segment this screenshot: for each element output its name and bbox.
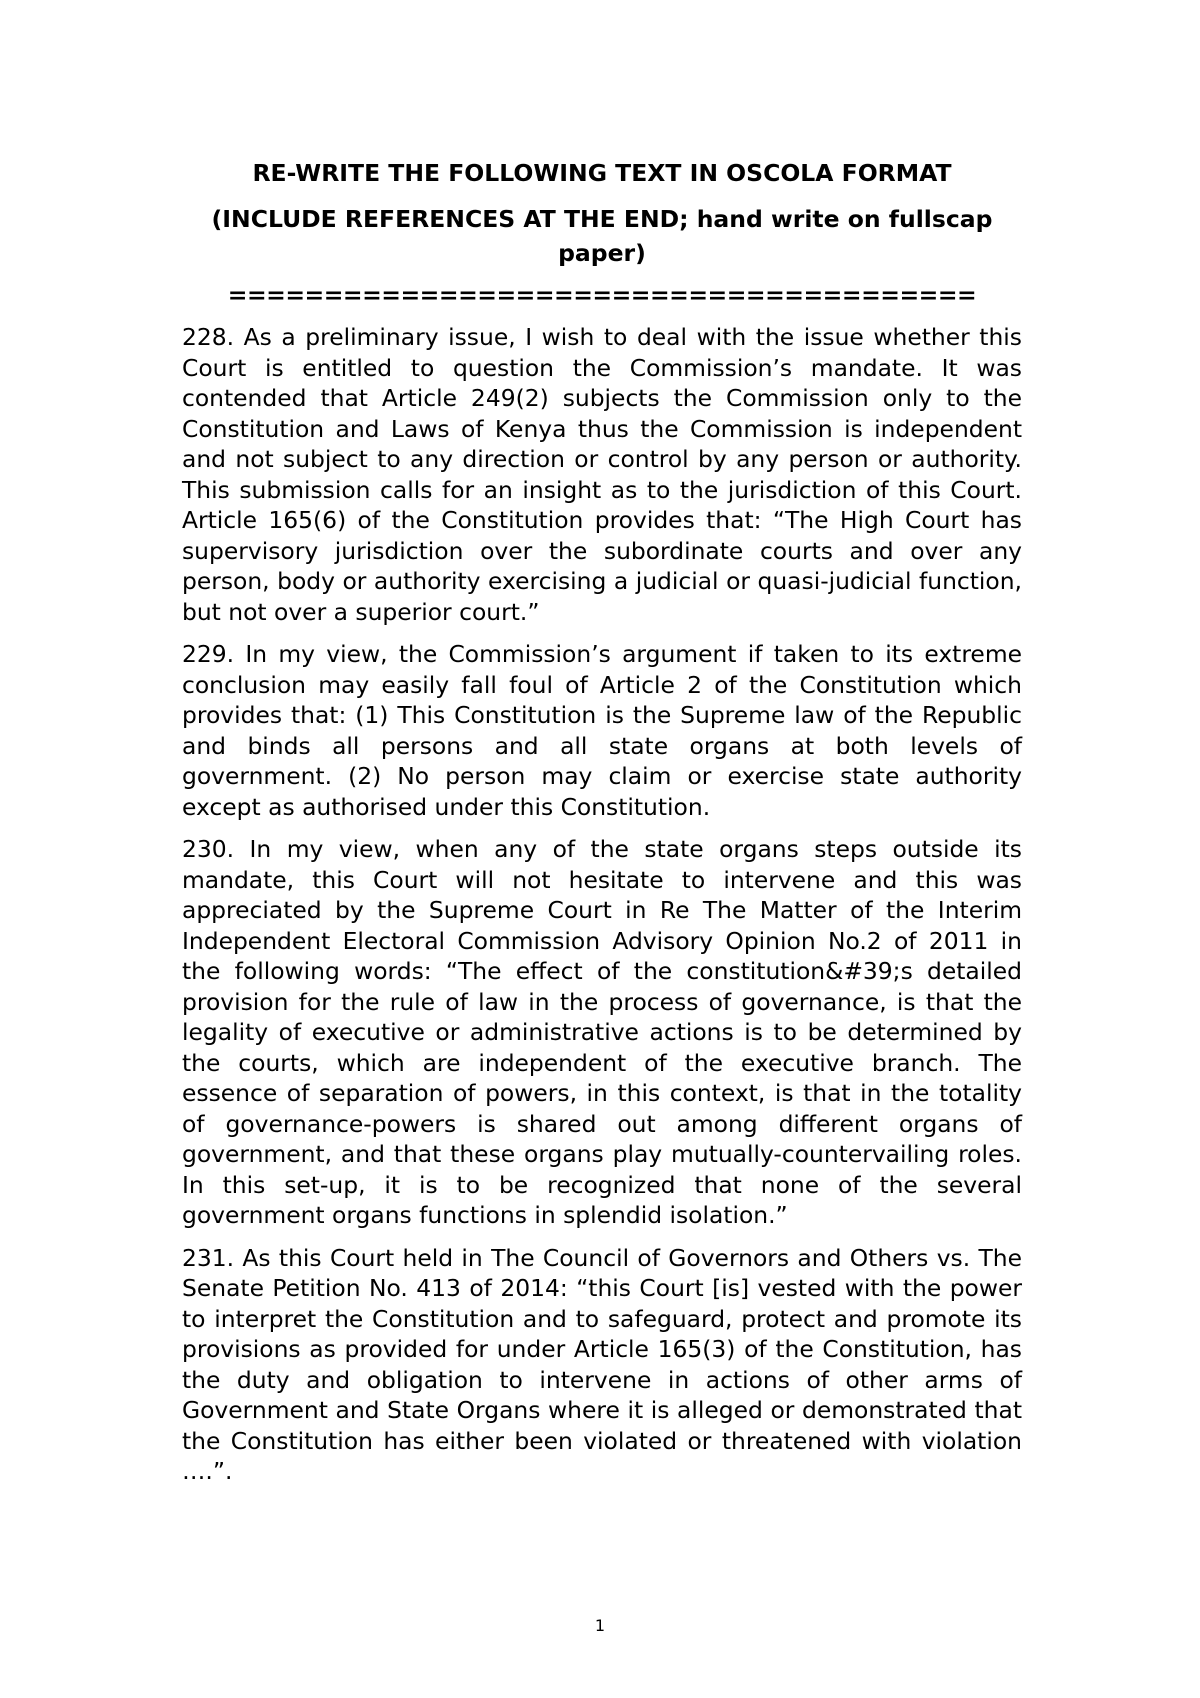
paragraph-231: 231. As this Court held in The Council of Governors and Others vs. The Senate Petition No. 413 of 2014: “this Court [is] vested with the power to interpret the Constitution and to safeguard, protect and promote its provisions as provided for under Article 165(3) of the Constitution, has the duty and obligation to intervene in actions of other arms of Government and State Organs where it is alleged or demonstrated that the Constitution has either been violated or threatened with violation ….”. [182, 1243, 1022, 1485]
separator-line: ======================================= [227, 281, 977, 309]
paragraph-229: 229. In my view, the Commission’s argument if taken to its extreme conclusion may easily fall foul of Article 2 of the Constitution which provides that: (1) This Constitution is the Supreme law of the Republic and binds all persons and all state organs at both levels of government. (2) No person may claim or exercise state authority except as authorised under this Constitution. [182, 640, 1022, 821]
document-subtitle: (INCLUDE REFERENCES AT THE END; hand write on fullscap paper) [211, 205, 993, 267]
paragraph-230: 230. In my view, when any of the state organs steps outside its mandate, this Court will not hesitate to intervene and this was appreciated by the Supreme Court in Re The Matter of the Interim Independent Electoral Commission Advisory Opinion No.2 of 2011 in the following words: “The effect of the constitution&#39;s detailed provision for the rule of law in the process of governance, is that the legality of executive or administrative actions is to be determined by the courts, which are independent of the executive branch. The essence of separation of powers, in this context, is that in the totality of governance-powers is shared out among different organs of government, and that these organs play mutually-countervailing roles. In this set-up, it is to be recognized that none of the several government organs functions in splendid isolation.” [182, 835, 1022, 1229]
page-number: 1 [594, 1616, 606, 1635]
document-body [182, 156, 1022, 1499]
paragraph-228: 228. As a preliminary issue, I wish to deal with the issue whether this Court is entitled to question the Commission’s mandate. It was contended that Article 249(2) subjects the Commission only to the Constitution and Laws of Kenya thus the Commission is independent and not subject to any direction or control by any person or authority. This submission calls for an insight as to the jurisdiction of this Court. Article 165(6) of the Constitution provides that: “The High Court has supervisory jurisdiction over the subordinate courts and over any person, body or authority exercising a judicial or quasi-judicial function, but not over a superior court.” [182, 323, 1022, 626]
document-title: RE-WRITE THE FOLLOWING TEXT IN OSCOLA FORMAT [252, 159, 952, 187]
